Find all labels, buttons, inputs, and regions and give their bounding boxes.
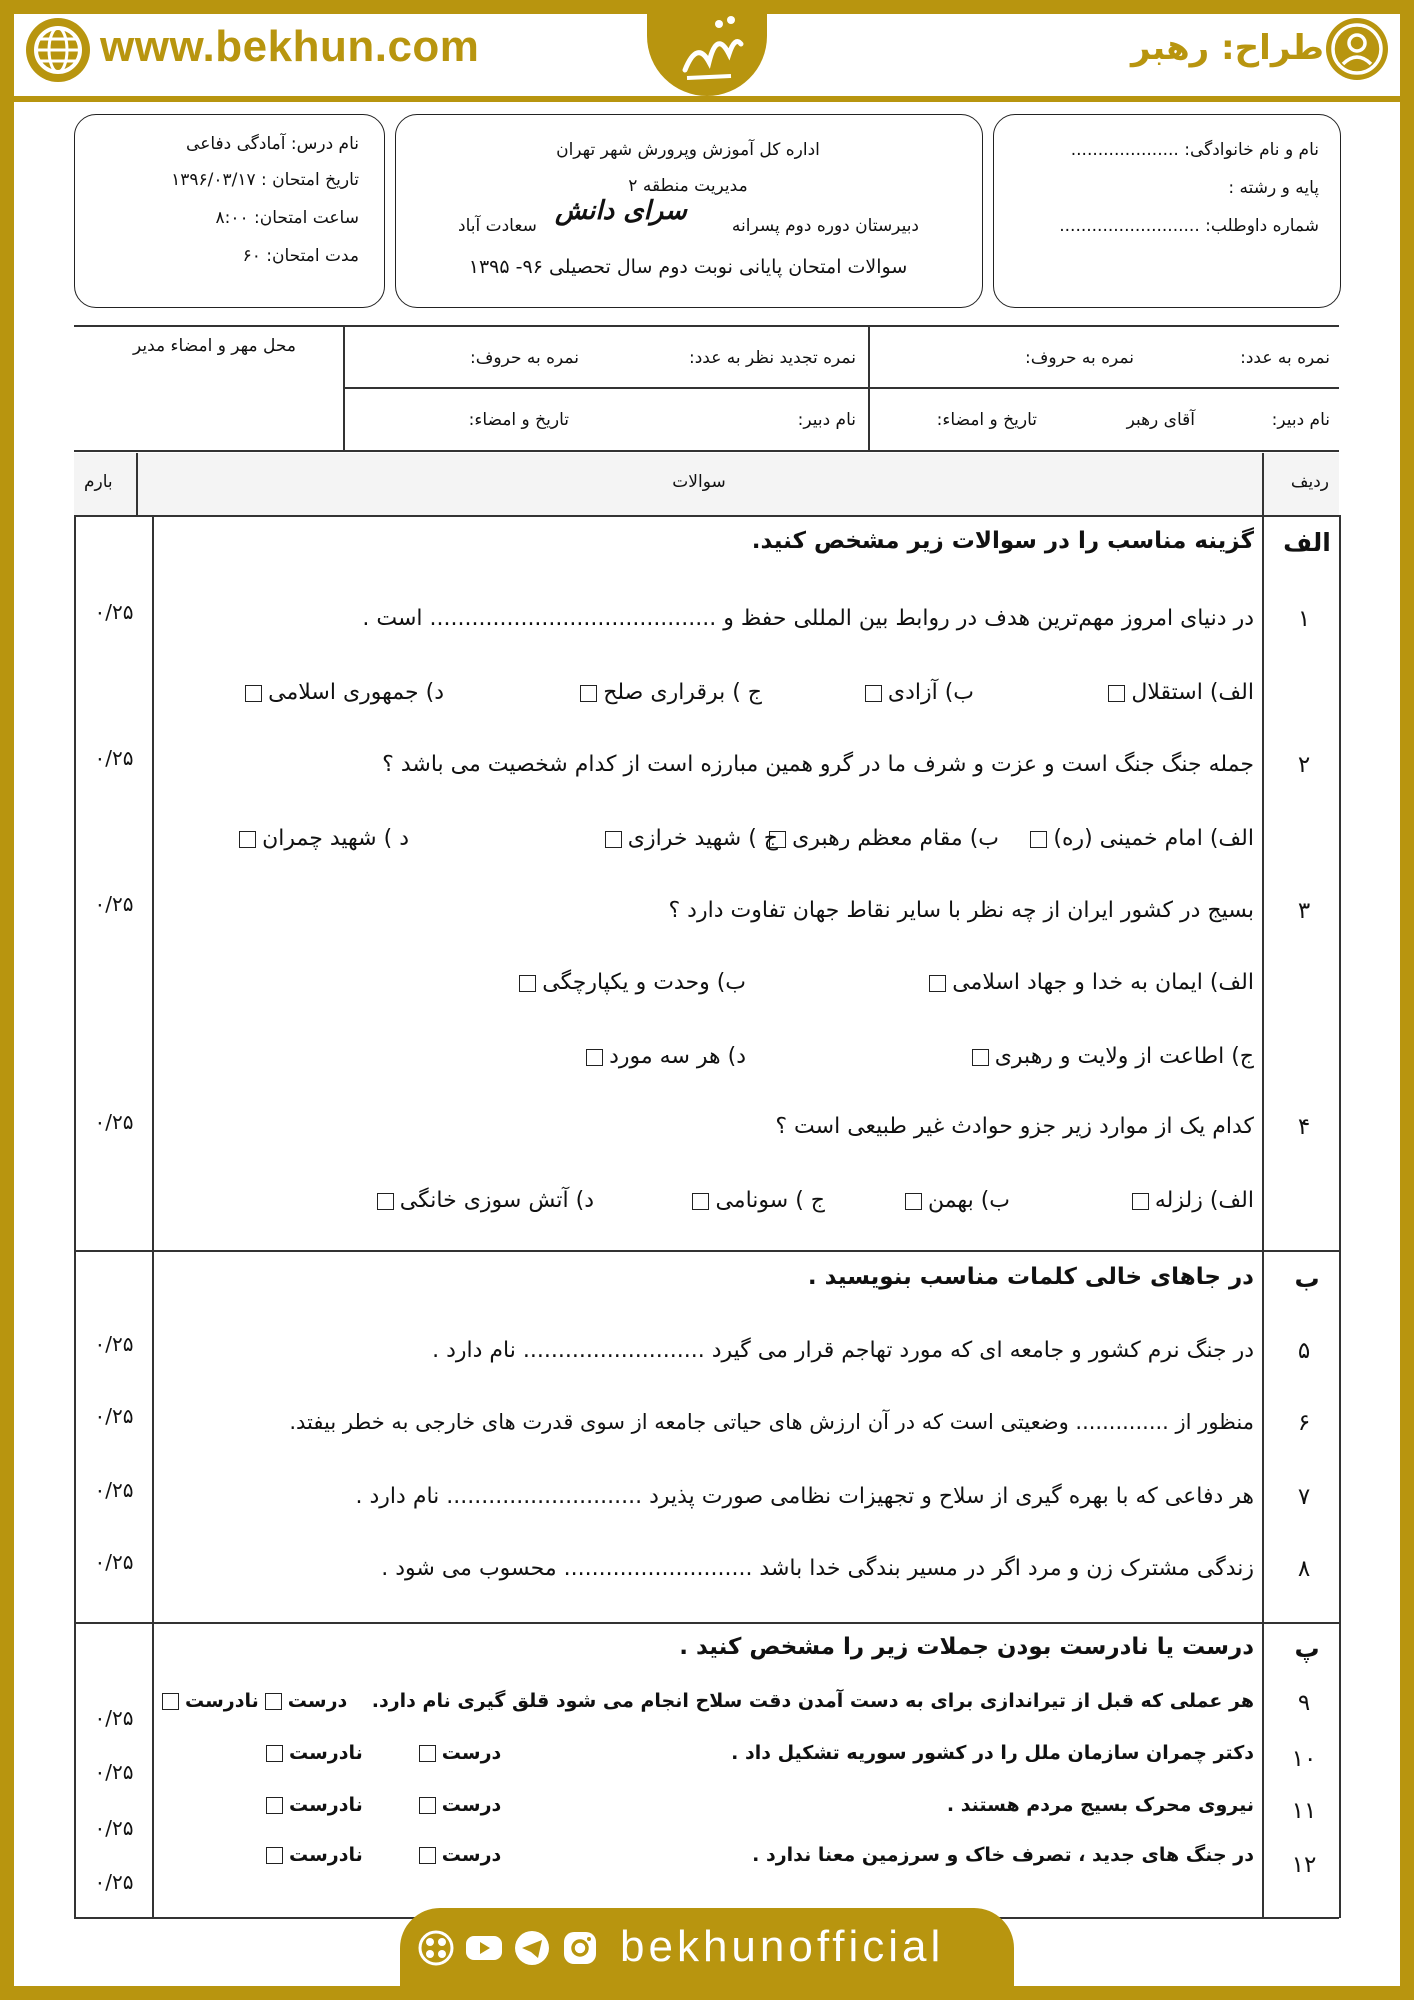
false-label: نادرست — [289, 1742, 363, 1764]
telegram-icon[interactable] — [512, 1928, 552, 1968]
option-label: الف) امام خمینی (ره) — [1053, 826, 1254, 851]
divider — [74, 1250, 1339, 1252]
section-letter: ب — [1294, 1264, 1320, 1293]
answer-checkbox[interactable] — [972, 1049, 989, 1066]
question-text: دکتر چمران سازمان ملل را در کشور سوریه تشکیل داد . — [731, 1742, 1254, 1764]
option-label: ب) بهمن — [927, 1188, 1010, 1213]
question-number: ۷ — [1297, 1484, 1311, 1510]
questions-column-header: سوالات — [672, 472, 726, 492]
question-text: نیروی محرک بسیج مردم هستند . — [946, 1794, 1254, 1816]
subject-label: نام درس: آمادگی دفاعی — [186, 134, 359, 154]
question-score: ۰/۲۵ — [94, 1550, 134, 1574]
option — [859, 680, 974, 705]
option-label: ب) آزادی — [887, 680, 974, 705]
site-url-link[interactable]: www.bekhun.com — [100, 22, 480, 71]
option — [1126, 1188, 1254, 1213]
false-checkbox[interactable] — [266, 1797, 283, 1814]
true-label: درست — [287, 1690, 348, 1712]
option-label: د) هر سه مورد — [609, 1044, 746, 1069]
section-title: در جاهای خالی کلمات مناسب بنویسید . — [807, 1264, 1254, 1290]
question-text: در جنگ های جدید ، تصرف خاک و سرزمین معنا ندارد . — [752, 1844, 1254, 1866]
question-number: ۲ — [1297, 752, 1311, 778]
question-text: کدام یک از موارد زیر جزو حوادث غیر طبیعی است ؟ — [775, 1114, 1254, 1139]
option — [599, 826, 778, 851]
option-label: الف) استقلال — [1131, 680, 1254, 705]
school-name-left: دبیرستان دوره دوم پسرانه — [731, 216, 919, 236]
teacher-label: نام دبیر: — [1271, 410, 1330, 430]
option-label: ب) مقام معظم رهبری — [792, 826, 999, 851]
score-number-field[interactable]: نمره به عدد: — [1240, 348, 1330, 368]
user-icon — [1326, 18, 1388, 80]
option — [923, 970, 1254, 995]
question-text: زندگی مشترک زن و مرد اگر در مسیر بندگی خدا باشد ........................... محسوب می شود . — [381, 1556, 1254, 1581]
divider — [343, 325, 345, 450]
option-label: الف) زلزله — [1154, 1188, 1254, 1213]
school-logo: سرای دانش — [555, 196, 687, 226]
answer-checkbox[interactable] — [1132, 1193, 1149, 1210]
divider — [1339, 515, 1341, 1918]
question-number: ۳ — [1297, 898, 1311, 924]
question-score: ۰/۲۵ — [94, 1332, 134, 1356]
candidate-id-field[interactable]: شماره داوطلب: .......................... — [1059, 216, 1319, 236]
question-score: ۰/۲۵ — [94, 1478, 134, 1502]
option-label: د) جمهوری اسلامی — [268, 680, 444, 705]
globe-icon[interactable] — [26, 18, 90, 82]
question-text: هر دفاعی که با بهره گیری از سلاح و تجهیزات نظامی صورت پذیرد ............................ نام دارد . — [355, 1484, 1254, 1509]
question-score: ۰/۲۵ — [94, 1110, 134, 1134]
false-checkbox[interactable] — [266, 1847, 283, 1864]
answer-checkbox[interactable] — [377, 1193, 394, 1210]
question-text: هر عملی که قبل از تیراندازی برای به دست آمدن دقت سلاح انجام می شود قلق گیری نام دارد. — [371, 1690, 1254, 1712]
score-words-field[interactable]: نمره به حروف: — [1025, 348, 1134, 368]
option — [513, 970, 746, 995]
option — [239, 680, 444, 705]
option-label: ج ) برقراری صلح — [603, 680, 762, 705]
section-letter: الف — [1283, 528, 1331, 557]
option — [686, 1188, 825, 1213]
question-score: ۰/۲۵ — [94, 746, 134, 770]
teacher-label-2: نام دبیر: — [797, 410, 856, 430]
question-number: ۸ — [1297, 1556, 1311, 1582]
question-text: منظور از .............. وضعیتی است که در آن ارزش های حیاتی جامعه از سوی قدرت های خارجی به خطر بیفتد. — [289, 1410, 1254, 1434]
option-label: د) آتش سوزی خانگی — [399, 1188, 594, 1213]
score-column-header: بارم — [84, 472, 113, 492]
question-number: ۶ — [1297, 1410, 1311, 1436]
row-column-header: ردیف — [1290, 472, 1329, 492]
option — [574, 680, 762, 705]
review-score-number-field[interactable]: نمره تجدید نظر به عدد: — [688, 348, 856, 368]
true-checkbox[interactable] — [419, 1847, 436, 1864]
answer-checkbox[interactable] — [865, 685, 882, 702]
option — [580, 1044, 746, 1069]
option — [233, 826, 409, 851]
answer-checkbox[interactable] — [245, 685, 262, 702]
option — [1024, 826, 1254, 851]
answer-checkbox[interactable] — [519, 975, 536, 992]
option-label: ب) وحدت و یکپارچگی — [542, 970, 746, 995]
option-label: ج ) شهید خرازی — [627, 826, 778, 851]
question-number: ۱۰ — [1291, 1746, 1317, 1772]
question-text: در جنگ نرم کشور و جامعه ای که مورد تهاجم قرار می گیرد .......................... نام دارد . — [432, 1338, 1254, 1363]
divider — [74, 1622, 1339, 1624]
section-title: درست یا نادرست بودن جملات زیر را مشخص کنید . — [679, 1634, 1254, 1660]
false-label: نادرست — [289, 1794, 363, 1816]
question-score: ۰/۲۵ — [94, 1706, 134, 1730]
social-handle[interactable]: bekhunofficial — [620, 1922, 945, 1971]
false-checkbox[interactable] — [162, 1693, 179, 1710]
designer-label: طراح: رهبر — [1131, 28, 1324, 68]
question-number: ۴ — [1297, 1114, 1311, 1140]
exam-time-label: ساعت امتحان: ۸:۰۰ — [215, 208, 359, 228]
question-score: ۰/۲۵ — [94, 600, 134, 624]
question-score: ۰/۲۵ — [94, 1404, 134, 1428]
false-label: نادرست — [289, 1844, 363, 1866]
question-number: ۵ — [1297, 1338, 1311, 1364]
answer-checkbox[interactable] — [586, 1049, 603, 1066]
answer-checkbox[interactable] — [692, 1193, 709, 1210]
section-title: گزینه مناسب را در سوالات زیر مشخص کنید. — [751, 528, 1254, 554]
divider — [1262, 453, 1264, 515]
divider — [74, 325, 1339, 327]
option-label: ج) اطاعت از ولایت و رهبری — [994, 1044, 1254, 1069]
student-name-field[interactable]: نام و نام خانوادگی: .................... — [1070, 140, 1319, 160]
question-number: ۱۲ — [1291, 1852, 1317, 1878]
district-title: مدیریت منطقه ۲ — [628, 176, 748, 196]
youtube-icon[interactable] — [464, 1928, 504, 1968]
option — [966, 1044, 1254, 1069]
question-score: ۰/۲۵ — [94, 1760, 134, 1784]
false-label: نادرست — [185, 1690, 259, 1712]
false-checkbox[interactable] — [266, 1745, 283, 1762]
true-false-options — [260, 1742, 501, 1764]
true-false-options — [260, 1844, 501, 1866]
teacher-name: آقای رهبر — [1126, 410, 1195, 430]
divider — [74, 515, 1339, 517]
answer-checkbox[interactable] — [905, 1193, 922, 1210]
answer-checkbox[interactable] — [605, 831, 622, 848]
question-score: ۰/۲۵ — [94, 1870, 134, 1894]
question-text: بسیج در کشور ایران از چه نظر با سایر نقاط جهان تفاوت دارد ؟ — [668, 898, 1254, 923]
answer-checkbox[interactable] — [1030, 831, 1047, 848]
question-number: ۱۱ — [1291, 1798, 1317, 1824]
answer-checkbox[interactable] — [1108, 685, 1125, 702]
aparat-icon[interactable] — [416, 1928, 456, 1968]
option — [763, 826, 999, 851]
divider — [868, 325, 870, 450]
exam-title: سوالات امتحان پایانی نوبت دوم سال تحصیلی ۹۶- ۱۳۹۵ — [468, 256, 908, 278]
true-false-options — [260, 1794, 501, 1816]
principal-seal-label: محل مهر و امضاء مدیر — [133, 336, 296, 356]
exam-duration-label: مدت امتحان: ۶۰ — [242, 246, 359, 266]
true-checkbox[interactable] — [419, 1745, 436, 1762]
true-label: درست — [441, 1742, 502, 1764]
exam-date-label: تاریخ امتحان : ۱۳۹۶/۰۳/۱۷ — [171, 170, 359, 190]
option-label: الف) ایمان به خدا و جهاد اسلامی — [952, 970, 1254, 995]
org-title: اداره کل آموزش وپرورش شهر تهران — [556, 140, 820, 160]
true-false-options — [156, 1690, 347, 1712]
divider — [74, 450, 1339, 452]
question-score: ۰/۲۵ — [94, 1816, 134, 1840]
question-text: جمله جنگ جنگ است و عزت و شرف ما در گرو همین مبارزه است از کدام شخصیت می باشد ؟ — [382, 752, 1254, 777]
instagram-icon[interactable] — [560, 1928, 600, 1968]
section-letter: پ — [1294, 1634, 1320, 1663]
option — [371, 1188, 594, 1213]
true-label: درست — [441, 1844, 502, 1866]
review-score-words-field[interactable]: نمره به حروف: — [470, 348, 579, 368]
brand-logo — [647, 0, 767, 96]
true-checkbox[interactable] — [265, 1693, 282, 1710]
divider — [343, 387, 1339, 389]
date-sign-field-2[interactable]: تاریخ و امضاء: — [468, 410, 569, 430]
option-label: ج ) سونامی — [715, 1188, 825, 1213]
question-number: ۹ — [1297, 1690, 1311, 1716]
option — [1102, 680, 1254, 705]
answer-checkbox[interactable] — [239, 831, 256, 848]
option — [899, 1188, 1010, 1213]
question-score: ۰/۲۵ — [94, 892, 134, 916]
option-label: د ) شهید چمران — [262, 826, 409, 851]
social-footer — [400, 1908, 1014, 1988]
true-checkbox[interactable] — [419, 1797, 436, 1814]
divider — [1262, 515, 1264, 1918]
grade-field[interactable]: پایه و رشته : — [1228, 178, 1319, 198]
question-text: در دنیای امروز مهم‌ترین هدف در روابط بین المللی حفظ و ......................................... است . — [362, 606, 1254, 631]
school-name-right: سعادت آباد — [458, 216, 537, 236]
answer-checkbox[interactable] — [580, 685, 597, 702]
answer-checkbox[interactable] — [929, 975, 946, 992]
true-label: درست — [441, 1794, 502, 1816]
question-number: ۱ — [1297, 606, 1311, 632]
date-sign-field[interactable]: تاریخ و امضاء: — [936, 410, 1037, 430]
